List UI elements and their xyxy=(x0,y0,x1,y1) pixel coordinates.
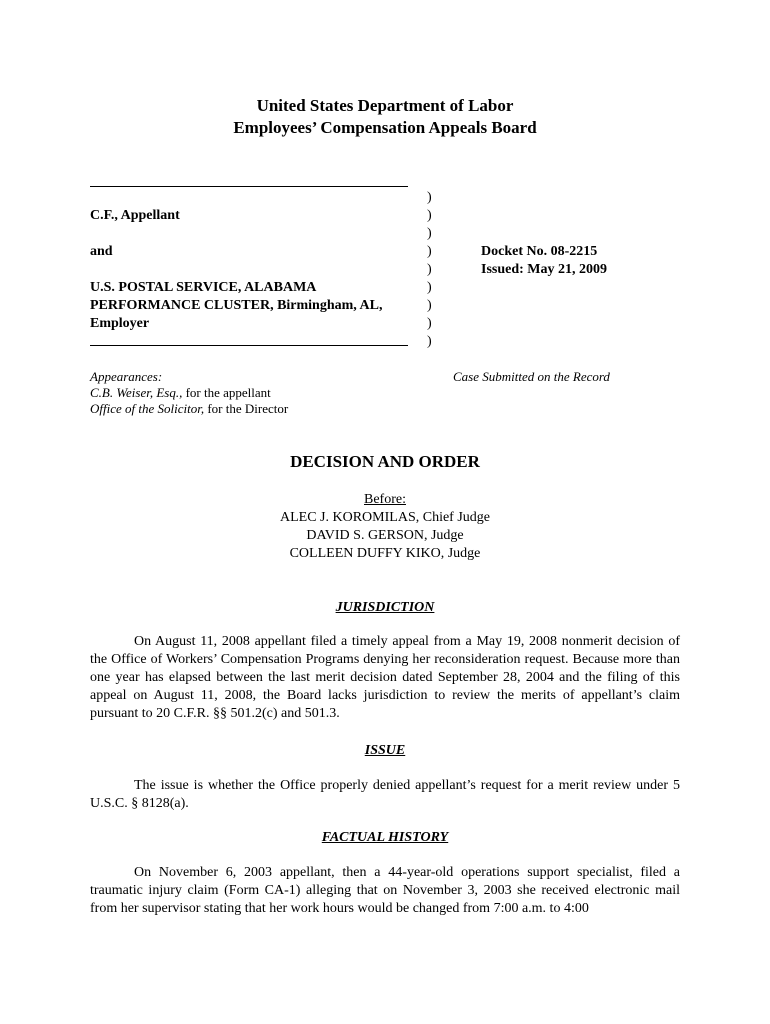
caption-paren: ) xyxy=(427,298,432,313)
decision-title: DECISION AND ORDER xyxy=(290,452,480,471)
caption-paren: ) xyxy=(427,280,432,295)
employer-line-3: Employer xyxy=(90,316,150,331)
caption-paren: ) xyxy=(427,316,432,331)
caption-and: and xyxy=(90,244,113,259)
factual-history-heading-row xyxy=(0,828,770,847)
issue-heading: ISSUE xyxy=(364,743,406,758)
factual-history-heading: FACTUAL HISTORY xyxy=(321,830,449,845)
factual-history-text: On November 6, 2003 appellant, then a 44-year-old operations support specialist, filed a traumatic injury claim (Form CA-1) alleging that on November 3, 2003 she received electronic mail from her supervisor stating that her work hours would be changed from 7:00 a.m. to 4:00 xyxy=(90,865,680,917)
jurisdiction-paragraph xyxy=(90,633,680,723)
appellant-counsel-name: C.B. Weiser, Esq., xyxy=(90,385,183,400)
agency-title: United States Department of Labor xyxy=(256,96,514,115)
caption-top-rule xyxy=(90,186,408,187)
caption-paren: ) xyxy=(427,334,432,349)
board-title: Employees’ Compensation Appeals Board xyxy=(233,118,537,137)
caption-paren: ) xyxy=(427,208,432,223)
caption-paren: ) xyxy=(427,244,432,259)
issue-text: The issue is whether the Office properly denied appellant’s request for a merit review under 5 U.S.C. § 8128(a). xyxy=(90,778,680,812)
employer-line-1: U.S. POSTAL SERVICE, ALABAMA xyxy=(90,280,317,295)
appellant-counsel xyxy=(90,384,271,401)
caption-paren: ) xyxy=(427,190,432,205)
factual-history-paragraph xyxy=(90,864,680,918)
director-counsel xyxy=(90,400,288,417)
judge-name: ALEC J. KOROMILAS, Chief Judge xyxy=(280,510,490,525)
caption-paren: ) xyxy=(427,262,432,277)
docket-number: Docket No. 08-2215 xyxy=(481,244,598,259)
appellant-name: C.F., Appellant xyxy=(90,208,180,223)
jurisdiction-heading: JURISDICTION xyxy=(335,600,435,615)
issue-paragraph xyxy=(90,777,680,813)
director-counsel-name: Office of the Solicitor, xyxy=(90,401,205,416)
employer-line-2: PERFORMANCE CLUSTER, Birmingham, AL, xyxy=(90,298,383,313)
judge-name: COLLEEN DUFFY KIKO, Judge xyxy=(289,546,481,561)
caption-bottom-rule xyxy=(90,345,408,346)
judge-name: DAVID S. GERSON, Judge xyxy=(306,528,464,543)
issue-heading-row xyxy=(0,741,770,760)
director-counsel-role: for the Director xyxy=(204,401,289,416)
before-label: Before: xyxy=(364,492,406,507)
jurisdiction-text: On August 11, 2008 appellant filed a timely appeal from a May 19, 2008 nonmerit decision of the Office of Workers’ Compensation Programs denying her reconsideration request. Because more than one year has elapsed between the last merit decision dated September 28, 2004 and the filing of this appeal on August 11, 2008, the Board lacks jurisdiction to review the merits of appellant’s claim pursuant to 20 C.F.R. §§ 501.2(c) and 501.3. xyxy=(90,634,680,722)
caption-paren: ) xyxy=(427,226,432,241)
case-submitted-note: Case Submitted on the Record xyxy=(453,369,610,384)
issued-date: Issued: May 21, 2009 xyxy=(481,262,608,277)
appellant-counsel-role: for the appellant xyxy=(182,385,271,400)
jurisdiction-heading-row xyxy=(0,598,770,617)
appearances-label: Appearances: xyxy=(90,369,163,384)
